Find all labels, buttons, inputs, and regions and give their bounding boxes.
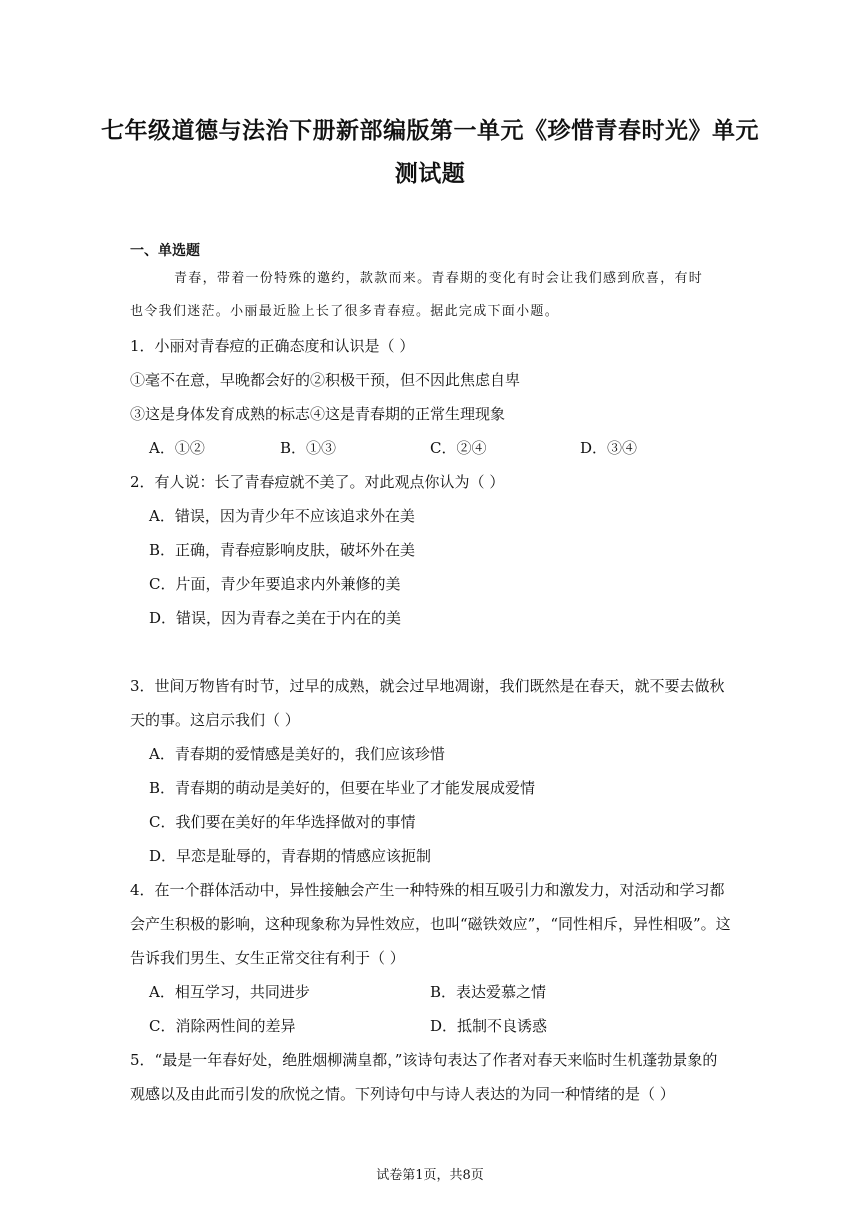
q2-option-a: A．错误，因为青少年不应该追求外在美 — [149, 507, 415, 525]
q2-option-d: D．错误，因为青春之美在于内在的美 — [149, 609, 402, 627]
q1-option-d: D．③④ — [580, 439, 638, 457]
q3-option-b: B．青春期的萌动是美好的，但要在毕业了才能发展成爱情 — [149, 779, 536, 797]
q2-option-b: B．正确，青春痘影响皮肤，破坏外在美 — [149, 541, 416, 559]
q4-option-c: C．消除两性间的差异 — [149, 1017, 296, 1035]
q1-option-c: C．②④ — [430, 439, 487, 457]
q3-stem-line-1: 3．世间万物皆有时节，过早的成熟，就会过早地凋谢，我们既然是在春天，就不要去做秋 — [130, 677, 725, 695]
q3-option-a: A．青春期的爱情感是美好的，我们应该珍惜 — [149, 745, 445, 763]
q4-option-a: A．相互学习，共同进步 — [149, 983, 310, 1001]
q1-statement-1: ①毫不在意，早晚都会好的②积极干预，但不因此焦虑自卑 — [130, 371, 521, 389]
q3-option-d: D．早恋是耻辱的，青春期的情感应该扼制 — [149, 847, 432, 865]
page-footer: 试卷第1页，共8页 — [376, 1168, 484, 1183]
section-heading: 一、单选题 — [130, 243, 200, 259]
intro-line-1: 青春，带着一份特殊的邀约，款款而来。青春期的变化有时会让我们感到欣喜，有时 — [174, 271, 704, 286]
title-line-1: 七年级道德与法治下册新部编版第一单元《珍惜青春时光》单元 — [101, 118, 759, 144]
q3-option-c: C．我们要在美好的年华选择做对的事情 — [149, 813, 416, 831]
q4-stem-line-3: 告诉我们男生、女生正常交往有利于（ ） — [130, 949, 405, 967]
intro-line-2: 也令我们迷茫。小丽最近脸上长了很多青春痘。据此完成下面小题。 — [130, 304, 560, 319]
q3-stem-line-2: 天的事。这启示我们（ ） — [130, 711, 300, 729]
q1-option-b: B．①③ — [280, 439, 337, 457]
q1-stem: 1．小丽对青春痘的正确态度和认识是（ ） — [130, 337, 415, 355]
q5-stem-line-2: 观感以及由此而引发的欣悦之情。下列诗句中与诗人表达的为同一种情绪的是（ ） — [130, 1085, 675, 1103]
q4-stem-line-2: 会产生积极的影响，这种现象称为异性效应，也叫“磁铁效应”，“同性相斥，异性相吸”。这 — [130, 915, 731, 933]
q1-option-a: A．①② — [149, 439, 205, 457]
title-line-2: 测试题 — [394, 161, 466, 187]
q1-statement-2: ③这是身体发育成熟的标志④这是青春期的正常生理现象 — [130, 405, 506, 423]
q5-stem-line-1: 5．“最是一年春好处，绝胜烟柳满皇都，”该诗句表达了作者对春天来临时生机蓬勃景象的 — [130, 1051, 718, 1069]
q2-stem: 2．有人说：长了青春痘就不美了。对此观点你认为（ ） — [130, 473, 505, 491]
q2-option-c: C．片面，青少年要追求内外兼修的美 — [149, 575, 401, 593]
q4-option-d: D．抵制不良诱惑 — [430, 1017, 548, 1035]
q4-stem-line-1: 4．在一个群体活动中，异性接触会产生一种特殊的相互吸引力和激发力，对活动和学习都 — [130, 881, 725, 899]
q4-option-b: B．表达爱慕之情 — [430, 983, 547, 1001]
